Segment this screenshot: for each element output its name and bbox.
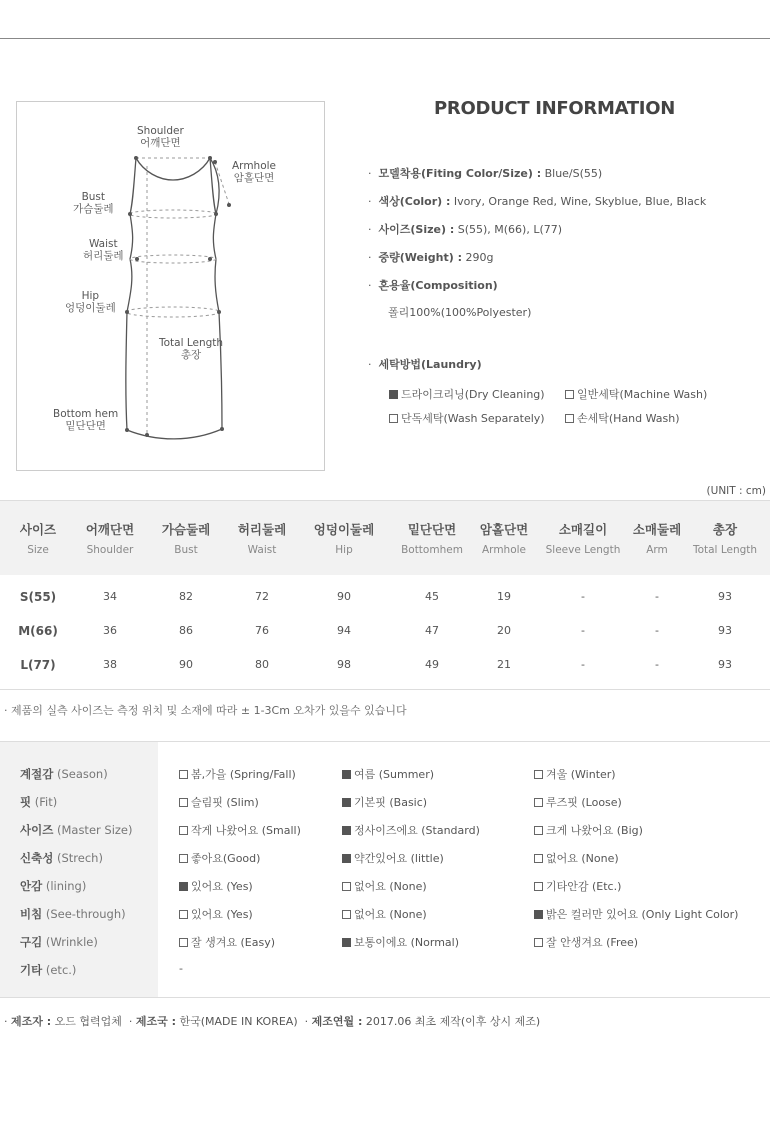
size-header-en: Armhole [482,544,526,556]
size-note: · 제품의 실측 사이즈는 측정 위치 및 소재에 따라 ± 1-3Cm 오차가 있을수 있습니다 [4,704,407,717]
size-row-label: S(55) [19,590,57,604]
material-row-label: 핏 (Fit) [20,795,58,809]
top-divider [0,38,770,39]
material-row-label: 사이즈 (Master Size) [20,823,133,837]
material-option: 있어요 (Yes) [179,906,253,922]
armhole-label: Armhole 암홀단면 [232,160,276,184]
unchecked-box-icon [179,770,188,779]
checked-box-icon [342,938,351,947]
size-cell: 49 [425,658,439,671]
size-cell: - [655,590,659,603]
material-etc-value: - [179,962,183,975]
size-header-en: Arm [646,544,668,556]
material-option: 없어요 (None) [342,878,427,894]
size-cell: 93 [718,658,732,671]
laundry-machine-wash: 일반세탁(Machine Wash) [565,386,707,402]
unchecked-box-icon [534,938,543,947]
size-cell: 20 [497,624,511,637]
waist-label: Waist 허리둘레 [83,238,124,262]
color-row: · 색상(Color) : Ivory, Orange Red, Wine, Skyblue, Blue, Black [368,195,707,208]
unchecked-box-icon [534,854,543,863]
size-header-ko: 소매길이 [558,522,608,537]
material-option: 봄,가을 (Spring/Fall) [179,766,296,782]
size-header-ko: 소매둘레 [632,522,682,537]
size-cell: 76 [255,624,269,637]
checked-box-icon [342,826,351,835]
size-cell: 98 [337,658,351,671]
size-cell: - [581,590,585,603]
material-option: 크게 나왔어요 (Big) [534,822,643,838]
unchecked-box-icon [534,826,543,835]
material-option: 있어요 (Yes) [179,878,253,894]
size-header-ko: 암홀단면 [479,522,529,537]
size-row-label: M(66) [18,624,58,638]
size-header-en: Shoulder [86,544,134,556]
unchecked-box-icon [534,882,543,891]
size-header-en: Total Length [692,544,758,556]
bust-label: Bust 가슴둘레 [73,191,114,215]
material-option: 여름 (Summer) [342,766,434,782]
unchecked-box-icon [565,414,574,423]
weight-row: · 중량(Weight) : 290g [368,251,494,264]
checked-box-icon [389,390,398,399]
size-header-ko: 어깨단면 [85,522,135,537]
size-cell: 90 [179,658,193,671]
material-row-label-etc: 기타 (etc.) [20,963,77,977]
material-bottom-line [0,997,770,998]
unchecked-box-icon [534,770,543,779]
unchecked-box-icon [342,910,351,919]
material-option: 밝은 컬러만 있어요 (Only Light Color) [534,906,738,922]
size-header-en: Hip [335,544,353,556]
material-option: 보통이에요 (Normal) [342,934,459,950]
bottom-hem-label: Bottom hem 밑단단면 [53,408,119,432]
size-cell: 38 [103,658,117,671]
size-cell: 21 [497,658,511,671]
size-cell: 80 [255,658,269,671]
checked-box-icon [342,854,351,863]
size-header-en: Waist [247,544,277,556]
size-cell: 82 [179,590,193,603]
size-header-ko: 엉덩이둘레 [313,522,375,537]
material-option: 루즈핏 (Loose) [534,794,622,810]
shoulder-label: Shoulder 어깨단면 [137,125,184,149]
composition-row: · 혼용율(Composition) [368,279,498,292]
unchecked-box-icon [342,882,351,891]
size-header-ko: 총장 [712,522,738,537]
material-option: 기본핏 (Basic) [342,794,427,810]
unchecked-box-icon [179,826,188,835]
size-cell: 19 [497,590,511,603]
material-row-label: 안감 (lining) [20,879,87,893]
size-cell: 45 [425,590,439,603]
checked-box-icon [342,798,351,807]
unchecked-box-icon [179,910,188,919]
size-cell: 36 [103,624,117,637]
unchecked-box-icon [534,798,543,807]
size-table-bottom-line [0,689,770,690]
size-cell: 93 [718,624,732,637]
size-header-en: Bust [174,544,198,556]
measurement-diagram [16,101,325,471]
unchecked-box-icon [179,798,188,807]
material-option: 없어요 (None) [342,906,427,922]
manufacturer-info: · 제조자 : 오드 협력업체 · 제조국 : 한국(MADE IN KOREA) · 제조연월 : 2017.06 최초 제작(이후 상시 제조) [4,1015,541,1028]
size-cell: 94 [337,624,351,637]
size-header-en: Bottomhem [401,544,463,556]
size-cell: 90 [337,590,351,603]
size-cell: - [581,624,585,637]
size-header-ko: 허리둘레 [237,522,287,537]
checked-box-icon [342,770,351,779]
size-header-ko: 사이즈 [19,522,57,537]
unchecked-box-icon [179,938,188,947]
checked-box-icon [179,882,188,891]
size-cell: 72 [255,590,269,603]
material-option: 겨울 (Winter) [534,766,616,782]
size-cell: 34 [103,590,117,603]
product-info-title: PRODUCT INFORMATION [434,98,675,119]
checked-box-icon [534,910,543,919]
material-row-label: 계절감 (Season) [20,767,108,781]
size-header-ko: 밑단단면 [407,522,457,537]
size-cell: 93 [718,590,732,603]
material-row-label: 비침 (See-through) [20,907,126,921]
hip-label: Hip 엉덩이둘레 [65,290,116,314]
unchecked-box-icon [179,854,188,863]
size-cell: - [581,658,585,671]
material-option: 작게 나왔어요 (Small) [179,822,301,838]
laundry-hand-wash: 손세탁(Hand Wash) [565,410,680,426]
material-option: 잘 생겨요 (Easy) [179,934,275,950]
unit-label: (UNIT : cm) [706,485,766,497]
fit-row: · 모델착용(Fiting Color/Size) : Blue/S(55) [368,167,603,180]
size-header-ko: 가슴둘레 [161,522,211,537]
size-row-label: L(77) [20,658,56,672]
material-row-label: 신축성 (Strech) [20,851,103,865]
laundry-wash-separately: 단독세탁(Wash Separately) [389,410,545,426]
material-option: 잘 안생겨요 (Free) [534,934,638,950]
material-option: 기타안감 (Etc.) [534,878,621,894]
unchecked-box-icon [565,390,574,399]
laundry-row: · 세탁방법(Laundry) [368,358,482,371]
size-header-en: Sleeve Length [545,544,621,556]
size-cell: - [655,624,659,637]
composition-value: 폴리100%(100%Polyester) [388,306,532,319]
material-option: 없어요 (None) [534,850,619,866]
size-cell: - [655,658,659,671]
material-option: 좋아요(Good) [179,850,260,866]
size-header-en: Size [27,544,49,556]
material-option: 약간있어요 (little) [342,850,444,866]
size-row: · 사이즈(Size) : S(55), M(66), L(77) [368,223,563,236]
material-option: 정사이즈에요 (Standard) [342,822,480,838]
material-option: 슬림핏 (Slim) [179,794,259,810]
laundry-dry-cleaning: 드라이크리닝(Dry Cleaning) [389,386,545,402]
total-length-label: Total Length 총장 [159,337,224,361]
material-row-label: 구김 (Wrinkle) [20,935,98,949]
unchecked-box-icon [389,414,398,423]
size-cell: 47 [425,624,439,637]
size-cell: 86 [179,624,193,637]
